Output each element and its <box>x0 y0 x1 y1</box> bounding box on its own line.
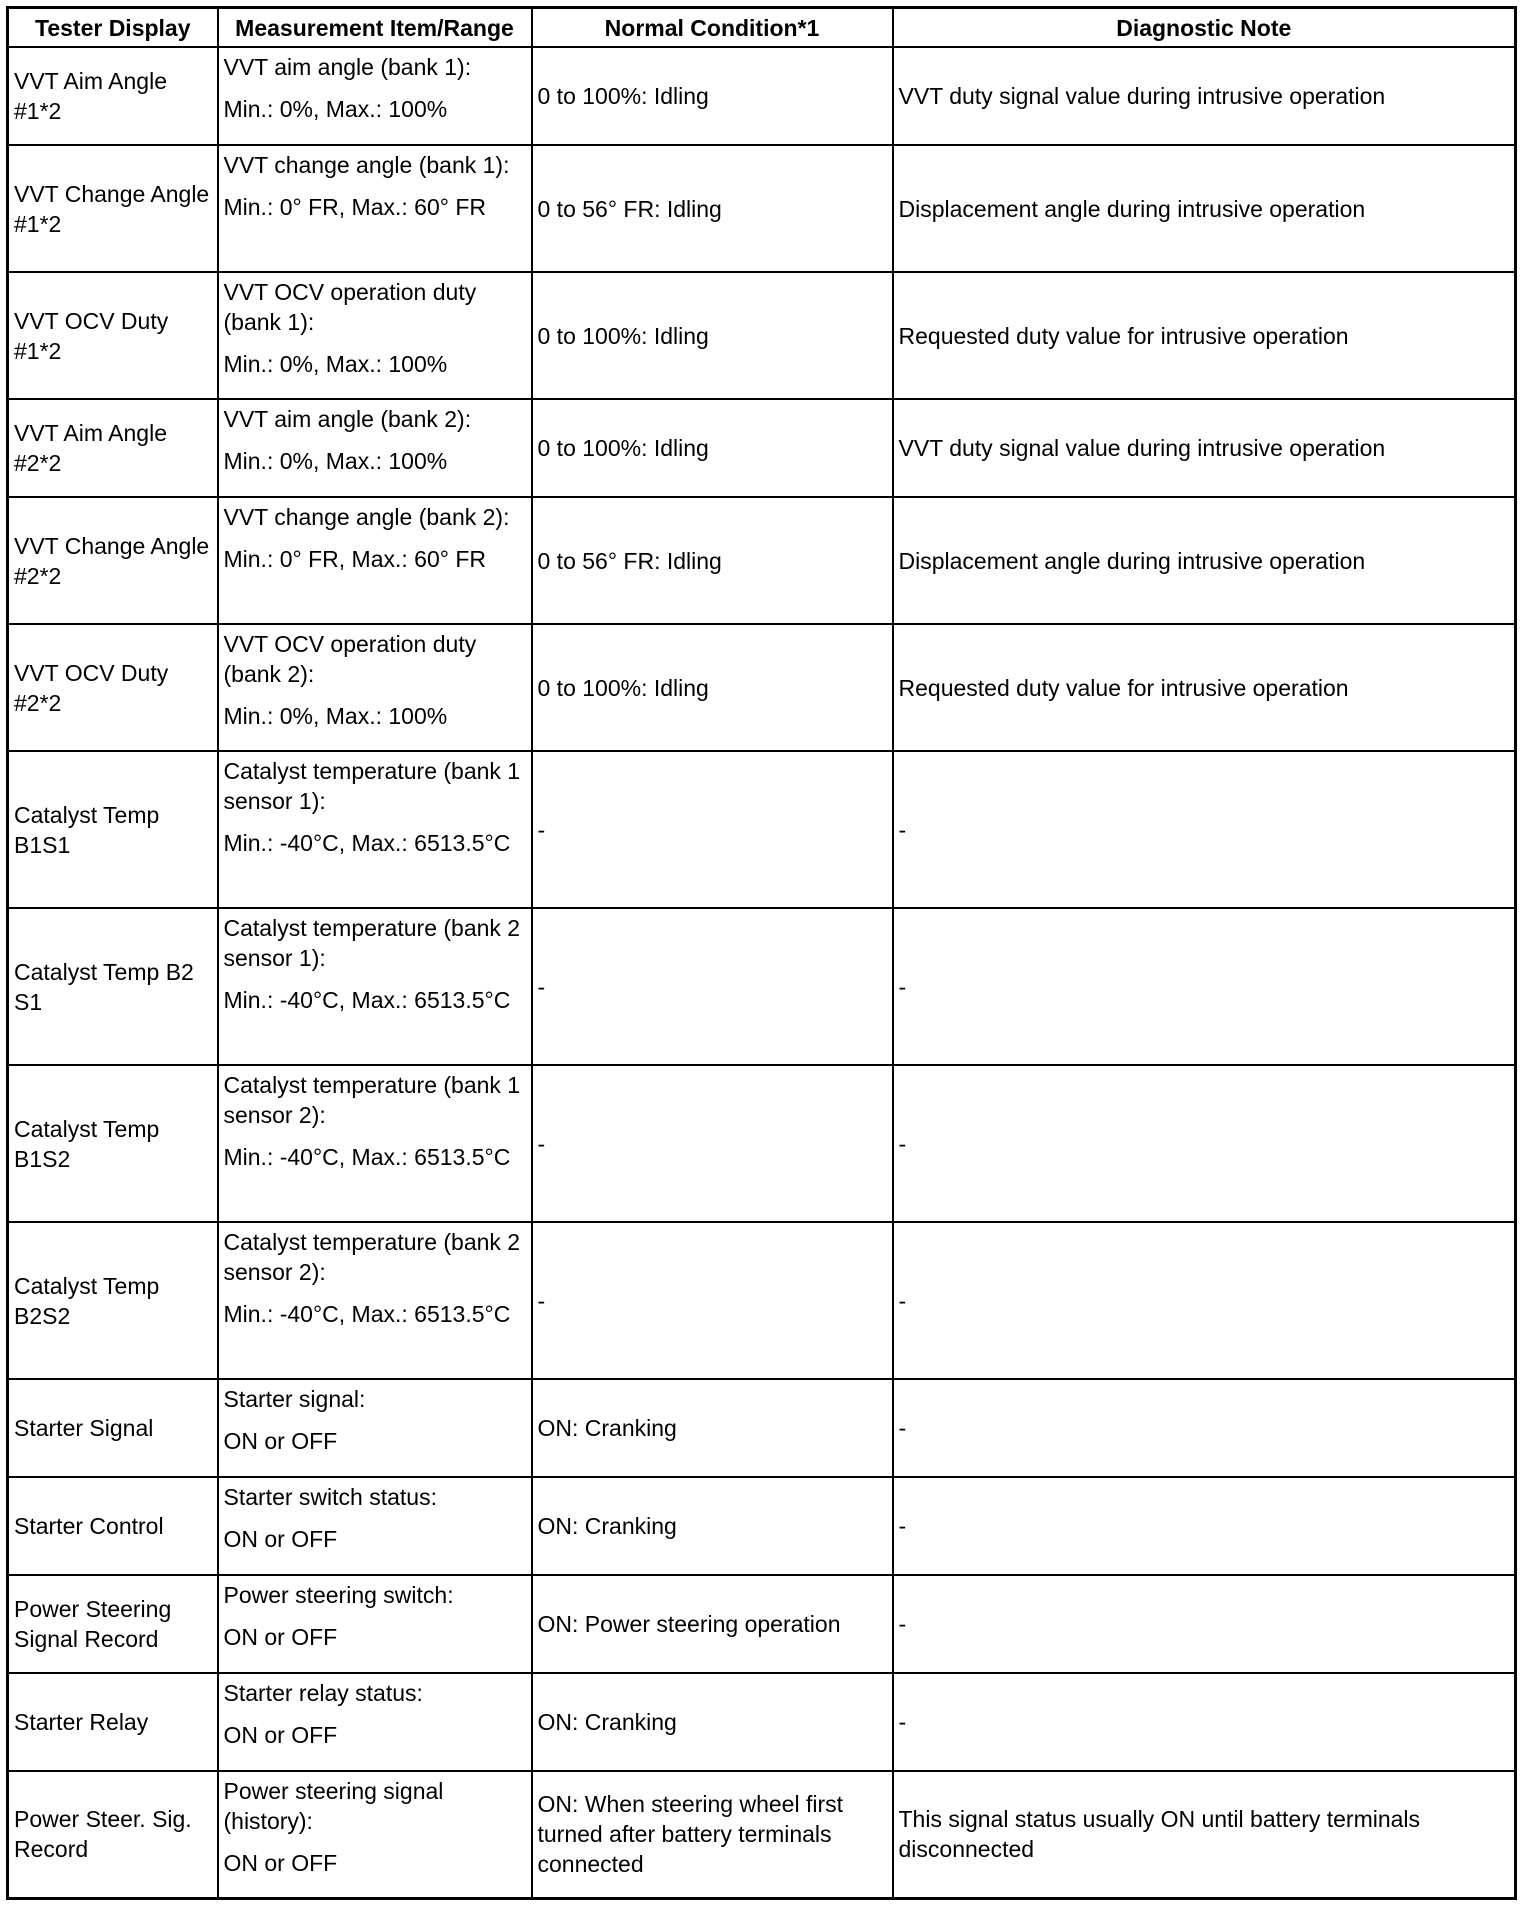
measurement-item: Catalyst temperature (bank 1 sensor 2): <box>223 1072 521 1128</box>
measurement-item: Starter relay status: <box>223 1680 423 1706</box>
diagnostic-note-cell: - <box>893 1065 1516 1222</box>
header-diagnostic-note: Diagnostic Note <box>893 8 1516 48</box>
tester-display-cell: Power Steer. Sig. Record <box>8 1771 218 1898</box>
tester-display-cell: Catalyst Temp B1S2 <box>8 1065 218 1222</box>
table-row <box>8 908 1516 1065</box>
table-row <box>8 751 1516 908</box>
normal-condition-cell: ON: When steering wheel first turned after battery terminals connected <box>532 1771 893 1898</box>
measurement-range: ON or OFF <box>223 1428 338 1454</box>
diagnostic-note-cell: - <box>893 1477 1516 1575</box>
diagnostic-note-cell: - <box>893 1575 1516 1673</box>
normal-condition-cell: - <box>532 908 893 1065</box>
measurement-range: Min.: -40°C, Max.: 6513.5°C <box>223 987 511 1013</box>
measurement-item: Catalyst temperature (bank 2 sensor 1): <box>223 915 521 971</box>
tester-display-cell: VVT Change Angle #2*2 <box>8 497 218 624</box>
measurement-cell <box>218 624 532 751</box>
measurement-range: Min.: 0%, Max.: 100% <box>223 351 448 377</box>
measurement-cell <box>218 47 532 145</box>
measurement-item: Power steering signal (history): <box>223 1778 444 1834</box>
header-row <box>8 8 1516 48</box>
diagnostic-note-cell: Requested duty value for intrusive operation <box>893 272 1516 399</box>
table-row <box>8 272 1516 399</box>
measurement-cell <box>218 1575 532 1673</box>
measurement-range: Min.: 0%, Max.: 100% <box>223 703 448 729</box>
measurement-cell <box>218 908 532 1065</box>
normal-condition-cell: 0 to 100%: Idling <box>532 399 893 497</box>
tester-display-cell: Catalyst Temp B1S1 <box>8 751 218 908</box>
measurement-range: ON or OFF <box>223 1850 338 1876</box>
tester-display-cell: VVT OCV Duty #1*2 <box>8 272 218 399</box>
table-row <box>8 145 1516 272</box>
diagnostic-note-cell: - <box>893 1673 1516 1771</box>
diagnostic-note-cell: Requested duty value for intrusive operation <box>893 624 1516 751</box>
measurement-cell <box>218 751 532 908</box>
measurement-cell <box>218 497 532 624</box>
measurement-item: Starter switch status: <box>223 1484 437 1510</box>
tester-display-cell: VVT Aim Angle #1*2 <box>8 47 218 145</box>
tester-display-cell: VVT OCV Duty #2*2 <box>8 624 218 751</box>
table-row <box>8 1379 1516 1477</box>
measurement-cell <box>218 1065 532 1222</box>
measurement-range: Min.: -40°C, Max.: 6513.5°C <box>223 1144 511 1170</box>
data-list-table <box>6 6 1517 1900</box>
header-measurement: Measurement Item/Range <box>218 8 532 48</box>
measurement-item: Catalyst temperature (bank 1 sensor 1): <box>223 758 521 814</box>
table-row <box>8 624 1516 751</box>
table-row <box>8 1065 1516 1222</box>
tester-display-cell: Starter Signal <box>8 1379 218 1477</box>
table-row <box>8 1477 1516 1575</box>
measurement-item: Catalyst temperature (bank 2 sensor 2): <box>223 1229 521 1285</box>
normal-condition-cell: ON: Power steering operation <box>532 1575 893 1673</box>
tester-display-cell: VVT Aim Angle #2*2 <box>8 399 218 497</box>
measurement-cell <box>218 145 532 272</box>
measurement-cell <box>218 1673 532 1771</box>
measurement-cell <box>218 1477 532 1575</box>
measurement-cell <box>218 399 532 497</box>
diagnostic-note-cell: - <box>893 908 1516 1065</box>
measurement-item: VVT OCV operation duty (bank 1): <box>223 279 477 335</box>
measurement-item: Starter signal: <box>223 1386 366 1412</box>
normal-condition-cell: 0 to 56° FR: Idling <box>532 497 893 624</box>
measurement-cell <box>218 1771 532 1898</box>
normal-condition-cell: - <box>532 1065 893 1222</box>
tester-display-cell: VVT Change Angle #1*2 <box>8 145 218 272</box>
measurement-cell <box>218 1222 532 1379</box>
diagnostic-note-cell: - <box>893 751 1516 908</box>
table-row <box>8 399 1516 497</box>
diagnostic-note-cell: VVT duty signal value during intrusive operation <box>893 47 1516 145</box>
measurement-range: ON or OFF <box>223 1722 338 1748</box>
normal-condition-cell: ON: Cranking <box>532 1477 893 1575</box>
measurement-item: VVT aim angle (bank 2): <box>223 406 472 432</box>
measurement-item: VVT OCV operation duty (bank 2): <box>223 631 477 687</box>
measurement-range: Min.: 0° FR, Max.: 60° FR <box>223 194 487 220</box>
diagnostic-note-cell: This signal status usually ON until battery terminals disconnected <box>893 1771 1516 1898</box>
table-row <box>8 47 1516 145</box>
measurement-range: ON or OFF <box>223 1526 338 1552</box>
measurement-range: Min.: -40°C, Max.: 6513.5°C <box>223 830 511 856</box>
table-row <box>8 1575 1516 1673</box>
table-row <box>8 1222 1516 1379</box>
normal-condition-cell: 0 to 56° FR: Idling <box>532 145 893 272</box>
table-row <box>8 1673 1516 1771</box>
tester-display-cell: Power Steering Signal Record <box>8 1575 218 1673</box>
diagnostic-note-cell: - <box>893 1222 1516 1379</box>
tester-display-cell: Catalyst Temp B2 S1 <box>8 908 218 1065</box>
table-row <box>8 1771 1516 1898</box>
measurement-item: Power steering switch: <box>223 1582 454 1608</box>
diagnostic-note-cell: VVT duty signal value during intrusive operation <box>893 399 1516 497</box>
diagnostic-note-cell: Displacement angle during intrusive operation <box>893 145 1516 272</box>
measurement-item: VVT change angle (bank 1): <box>223 152 510 178</box>
measurement-cell <box>218 1379 532 1477</box>
tester-display-cell: Starter Relay <box>8 1673 218 1771</box>
normal-condition-cell: ON: Cranking <box>532 1673 893 1771</box>
normal-condition-cell: 0 to 100%: Idling <box>532 624 893 751</box>
normal-condition-cell: ON: Cranking <box>532 1379 893 1477</box>
measurement-item: VVT change angle (bank 2): <box>223 504 510 530</box>
tester-display-cell: Catalyst Temp B2S2 <box>8 1222 218 1379</box>
measurement-range: Min.: -40°C, Max.: 6513.5°C <box>223 1301 511 1327</box>
normal-condition-cell: 0 to 100%: Idling <box>532 47 893 145</box>
tester-display-cell: Starter Control <box>8 1477 218 1575</box>
diagnostic-note-cell: Displacement angle during intrusive operation <box>893 497 1516 624</box>
header-tester-display: Tester Display <box>8 8 218 48</box>
measurement-range: ON or OFF <box>223 1624 338 1650</box>
measurement-range: Min.: 0° FR, Max.: 60° FR <box>223 546 487 572</box>
diagnostic-note-cell: - <box>893 1379 1516 1477</box>
measurement-cell <box>218 272 532 399</box>
normal-condition-cell: - <box>532 751 893 908</box>
measurement-range: Min.: 0%, Max.: 100% <box>223 448 448 474</box>
header-normal-condition: Normal Condition*1 <box>532 8 893 48</box>
measurement-range: Min.: 0%, Max.: 100% <box>223 96 448 122</box>
normal-condition-cell: - <box>532 1222 893 1379</box>
measurement-item: VVT aim angle (bank 1): <box>223 54 472 80</box>
table-row <box>8 497 1516 624</box>
normal-condition-cell: 0 to 100%: Idling <box>532 272 893 399</box>
